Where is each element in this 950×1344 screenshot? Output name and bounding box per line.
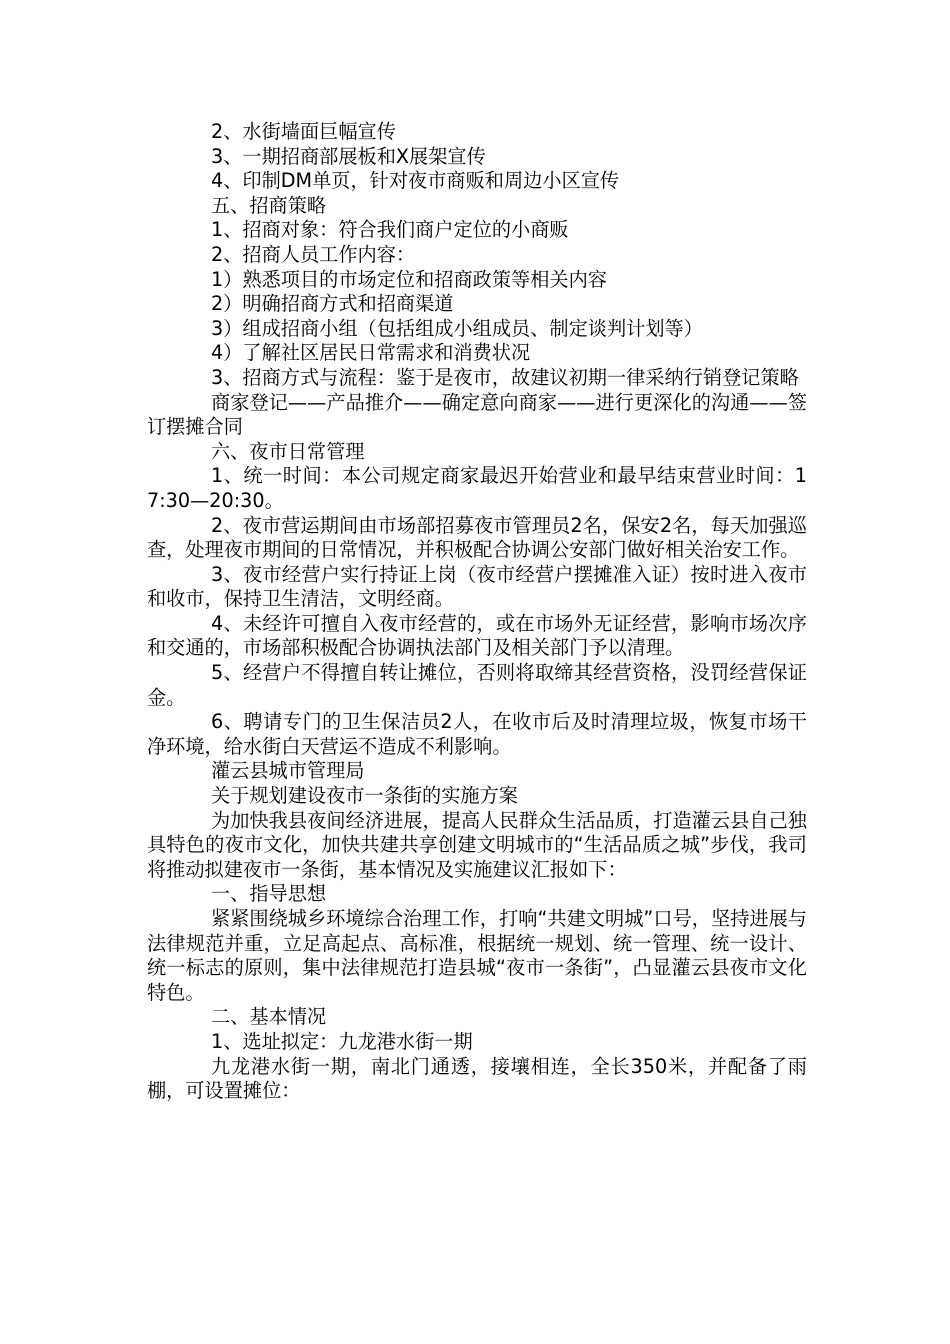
- paragraph: 4）了解社区居民日常需求和消费状况: [211, 341, 531, 365]
- paragraph: 3、夜市经营户实行持证上岗（夜市经营户摆摊准入证）按时进入夜市和收市，保持卫生清洁，文明经商。: [147, 562, 807, 611]
- paragraph: 2）明确招商方式和招商渠道: [211, 292, 454, 316]
- paragraph: 2、水街墙面巨幅宣传: [211, 120, 396, 143]
- paragraph: 5、经营户不得擅自转让摊位，否则将取缔其经营资格，没罚经营保证金。: [147, 661, 807, 709]
- paragraph: 2、招商人员工作内容：: [211, 242, 416, 266]
- document-body: [147, 120, 807, 1104]
- paragraph: 1、统一时间：本公司规定商家最迟开始营业和最早结束营业时间：17:30—20:30。: [147, 464, 807, 512]
- paragraph: 商家登记——产品推介——确定意向商家——进行更深化的沟通——签订摆摊合同: [147, 390, 807, 439]
- paragraph: 2、夜市营运期间由市场部招募夜市管理员2名，保安2名，每天加强巡查，处理夜市期间的日常情况，并积极配合协调公安部门做好相关治安工作。: [147, 513, 807, 562]
- paragraph: 九龙港水街一期，南北门通透，接壤相连，全长350米，并配备了雨棚，可设置摊位：: [147, 1054, 807, 1103]
- paragraph: 4、未经许可擅自入夜市经营的，或在市场外无证经营，影响市场次序和交通的，市场部积极配合协调执法部门及相关部门予以清理。: [147, 611, 807, 660]
- section-heading: 二、基本情况: [211, 1005, 327, 1029]
- paragraph: 1、招商对象：符合我们商户定位的小商贩: [211, 218, 569, 242]
- paragraph: 3）组成招商小组（包括组成小组成员、制定谈判计划等）: [211, 316, 703, 340]
- paragraph: 3、招商方式与流程：鉴于是夜市，故建议初期一律采纳行销登记策略: [211, 365, 799, 389]
- section-heading: 一、指导思想: [211, 882, 327, 906]
- paragraph: 3、一期招商部展板和X展架宣传: [211, 144, 486, 168]
- paragraph: 为加快我县夜间经济进展，提高人民群众生活品质，打造灌云县自己独具特色的夜市文化，加快共建共享创建文明城市的“生活品质之城”步伐，我司将推动拟建夜市一条街，基本情况及实施建议汇报如下：: [147, 808, 807, 881]
- paragraph: 紧紧围绕城乡环境综合治理工作，打响“共建文明城”口号，坚持进展与法律规范并重，立足高起点、高标准，根据统一规划、统一管理、统一设计、统一标志的原则，集中法律规范打造县城“夜市一条街”，凸显灌云县夜市文化特色。: [147, 907, 807, 1004]
- paragraph: 1）熟悉项目的市场定位和招商政策等相关内容: [211, 267, 607, 291]
- paragraph: 1、选址拟定：九龙港水街一期: [211, 1029, 473, 1053]
- organization-name: 灌云县城市管理局: [211, 759, 365, 783]
- paragraph: 6、聘请专门的卫生保洁员2人，在收市后及时清理垃圾，恢复市场干净环境，给水街白天营运不造成不利影响。: [147, 710, 807, 758]
- paragraph: 4、印制DM单页，针对夜市商贩和周边小区宣传: [211, 169, 620, 193]
- section-heading: 五、招商策略: [211, 193, 327, 217]
- section-heading: 六、夜市日常管理: [211, 439, 365, 463]
- document-title: 关于规划建设夜市一条街的实施方案: [211, 784, 518, 808]
